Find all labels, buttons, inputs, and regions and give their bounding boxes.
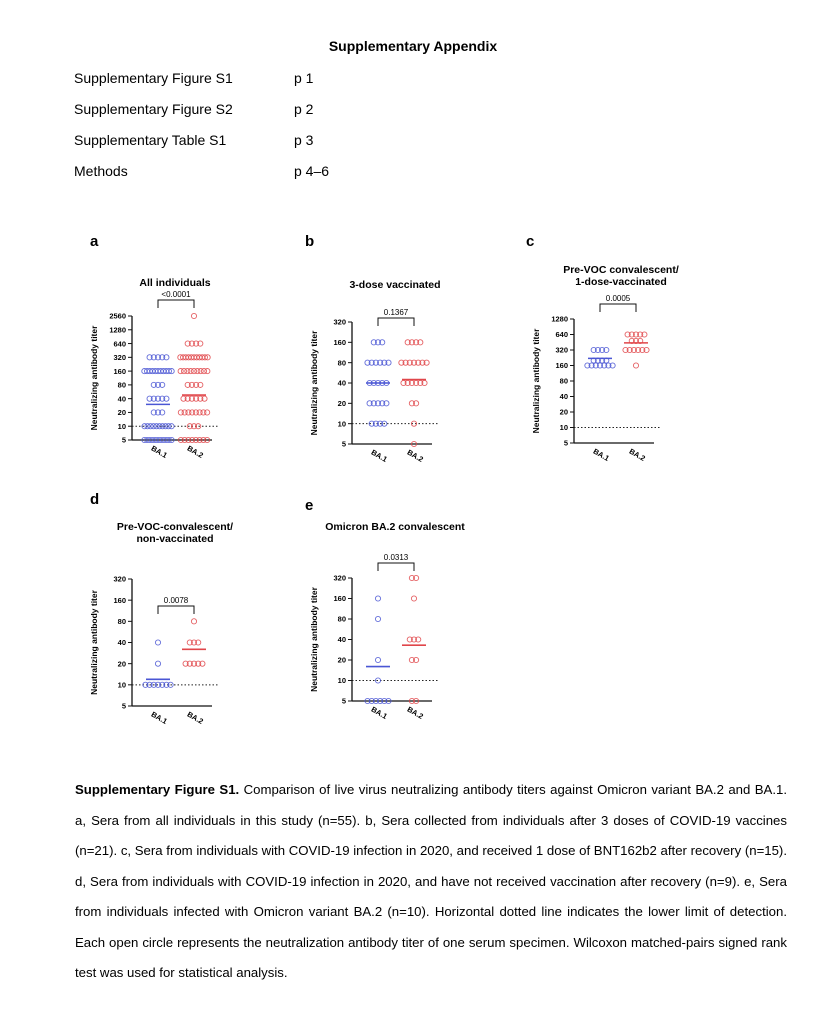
- y-tick-label: 20: [337, 399, 346, 409]
- chart-c: [530, 292, 665, 478]
- y-tick-label: 1280: [109, 325, 126, 335]
- x-tick-label: BA.2: [627, 446, 647, 464]
- y-tick-label: 10: [337, 676, 346, 686]
- chart-d: [88, 555, 223, 735]
- y-tick-label: 40: [117, 394, 126, 404]
- panel-title-c: [536, 264, 706, 288]
- data-point: [155, 640, 160, 645]
- y-tick-label: 20: [117, 659, 126, 669]
- x-tick-label: BA.1: [591, 446, 611, 464]
- significance-bracket: [158, 606, 194, 614]
- y-tick-label: 5: [563, 438, 568, 448]
- y-tick-label: 5: [121, 435, 126, 445]
- panel-title-c-line1: Pre-VOC convalescent/: [563, 264, 679, 276]
- y-axis-label: Neutralizing antibody titer: [309, 330, 319, 436]
- chart-e: [308, 540, 443, 735]
- y-tick-label: 80: [559, 376, 568, 386]
- x-tick-label: BA.2: [185, 709, 205, 727]
- p-value-label: <0.0001: [161, 290, 191, 299]
- toc-page: p 2: [294, 101, 314, 117]
- y-tick-label: 5: [341, 696, 346, 706]
- data-point: [205, 369, 210, 374]
- y-tick-label: 10: [117, 421, 126, 431]
- panel-title-d: [90, 521, 260, 545]
- toc-page: p 3: [294, 132, 314, 148]
- x-tick-label: BA.1: [149, 709, 169, 727]
- significance-bracket: [378, 318, 414, 326]
- y-tick-label: 320: [333, 573, 346, 583]
- x-tick-label: BA.2: [185, 443, 205, 461]
- y-tick-label: 160: [113, 595, 126, 605]
- data-point: [375, 657, 380, 662]
- panel-letter-b: b: [305, 233, 315, 250]
- y-tick-label: 320: [555, 345, 568, 355]
- data-point: [375, 596, 380, 601]
- panel-letter-d: d: [90, 491, 100, 508]
- y-tick-label: 160: [555, 361, 568, 371]
- y-tick-label: 320: [333, 317, 346, 327]
- y-axis-label: Neutralizing antibody titer: [89, 325, 99, 431]
- panel-title-e: Omicron BA.2 convalescent: [325, 521, 465, 533]
- y-tick-label: 160: [333, 338, 346, 348]
- chart-a: [88, 288, 223, 478]
- y-tick-label: 80: [117, 380, 126, 390]
- significance-bracket: [378, 563, 414, 571]
- x-tick-label: BA.1: [369, 704, 389, 722]
- y-tick-label: 80: [117, 617, 126, 627]
- panel-letter-c: c: [526, 233, 535, 250]
- p-value-label: 0.0313: [383, 553, 409, 562]
- y-tick-label: 10: [559, 423, 568, 433]
- significance-bracket: [600, 304, 636, 312]
- y-tick-label: 40: [337, 378, 346, 388]
- y-tick-label: 1280: [551, 314, 568, 324]
- toc-label: Supplementary Figure S2: [74, 101, 233, 117]
- y-tick-label: 2560: [109, 311, 126, 321]
- caption-text: Comparison of live virus neutralizing antibody titers against Omicron variant BA.2 and BA.1. a, Sera from all individuals in this study (n=55). b, Sera collected from individuals after 3 doses of COVID-19 vaccines (n=21). c, Sera from individuals with COVID-19 infection in 2020, and received 1 dose of BNT162b2 after recovery (n=15). d, Sera from individuals with COVID-19 infection in 2020, and have not received vaccination after recovery (n=9). e, Sera from individuals infected with Omicron variant BA.2 (n=10). Horizontal dotted line indicates the lower limit of detection. Each open circle represents the neutralization antibody titer of one serum specimen. Wilcoxon matched-pairs signed rank test was used for statistical analysis.: [75, 782, 788, 980]
- panel-title-d-line1: Pre-VOC-convalescent/: [116, 521, 234, 533]
- data-point: [191, 619, 196, 624]
- y-tick-label: 40: [559, 392, 568, 402]
- x-tick-label: BA.1: [149, 443, 169, 461]
- data-point: [155, 661, 160, 666]
- appendix-title: Supplementary Appendix: [328, 38, 498, 54]
- toc-label: Methods: [74, 163, 128, 179]
- chart-b: [308, 305, 443, 478]
- y-tick-label: 640: [113, 339, 126, 349]
- panel-letter-e: e: [305, 497, 314, 514]
- y-tick-label: 320: [113, 574, 126, 584]
- toc-label: Supplementary Table S1: [74, 132, 227, 148]
- y-tick-label: 160: [113, 366, 126, 376]
- y-tick-label: 80: [337, 358, 346, 368]
- data-point: [375, 616, 380, 621]
- y-axis-label: Neutralizing antibody titer: [309, 587, 319, 692]
- panel-title-d-line2: non-vaccinated: [136, 533, 214, 545]
- p-value-label: 0.0078: [163, 596, 189, 605]
- y-tick-label: 5: [121, 701, 126, 711]
- y-tick-label: 640: [555, 330, 568, 340]
- y-tick-label: 40: [117, 638, 126, 648]
- panel-title-b: 3-dose vaccinated: [349, 279, 441, 291]
- y-tick-label: 20: [337, 655, 346, 665]
- caption-label: Supplementary Figure S1.: [75, 782, 240, 797]
- toc-page: p 4–6: [294, 163, 330, 179]
- figure-caption: [75, 775, 787, 989]
- data-point: [633, 363, 638, 368]
- data-point: [191, 313, 196, 318]
- y-tick-label: 20: [559, 407, 568, 417]
- y-tick-label: 5: [341, 439, 346, 449]
- toc-label: Supplementary Figure S1: [74, 70, 233, 86]
- y-tick-label: 10: [117, 680, 126, 690]
- p-value-label: 0.0005: [605, 294, 631, 303]
- x-tick-label: BA.2: [405, 447, 425, 465]
- toc-page: p 1: [294, 70, 314, 86]
- data-point: [205, 410, 210, 415]
- y-tick-label: 40: [337, 635, 346, 645]
- y-tick-label: 160: [333, 594, 346, 604]
- panel-title-a: All individuals: [139, 277, 211, 289]
- x-tick-label: BA.1: [369, 447, 389, 465]
- panel-letter-a: a: [90, 233, 99, 250]
- y-tick-label: 80: [337, 614, 346, 624]
- significance-bracket: [158, 300, 194, 308]
- panel-title-c-line2: 1-dose-vaccinated: [575, 276, 667, 288]
- y-tick-label: 10: [337, 419, 346, 429]
- y-tick-label: 320: [113, 353, 126, 363]
- data-point: [411, 596, 416, 601]
- y-axis-label: Neutralizing antibody titer: [531, 328, 541, 434]
- y-axis-label: Neutralizing antibody titer: [89, 590, 99, 695]
- x-tick-label: BA.2: [405, 704, 425, 722]
- p-value-label: 0.1367: [383, 308, 409, 317]
- y-tick-label: 20: [117, 408, 126, 418]
